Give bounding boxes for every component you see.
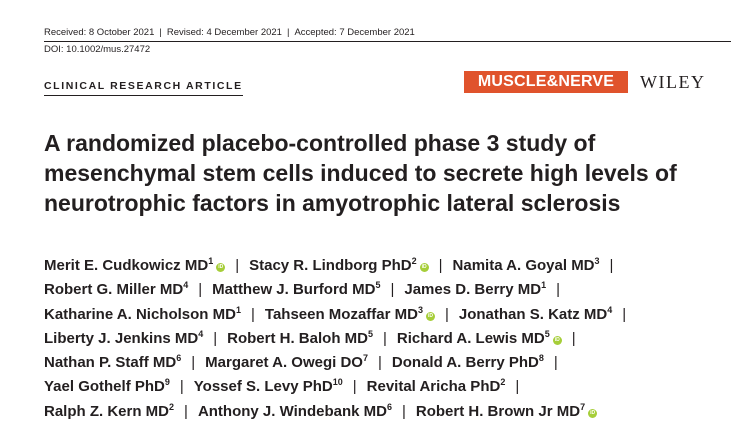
author-name-text: Yael Gothelf PhD	[44, 378, 165, 396]
article-type-label: CLINICAL RESEARCH ARTICLE	[44, 80, 243, 96]
author-name-text: Robert H. Baloh MD	[227, 329, 368, 347]
author-separator: |	[609, 257, 614, 274]
author-name[interactable]	[392, 354, 544, 371]
author-line	[44, 303, 724, 327]
author-name-text: Donald A. Berry PhD	[391, 354, 539, 372]
author-separator: |	[213, 329, 218, 347]
author-name-text: Margaret A. Owegi DO	[205, 354, 363, 372]
author-name[interactable]	[198, 403, 392, 420]
affiliation-superscript: 2	[500, 377, 506, 388]
author-name-text: Stacy R. Lindborg PhD	[249, 257, 412, 274]
received-date: Received: 8 October 2021	[44, 27, 155, 38]
author-name-text: Yossef S. Levy PhD	[193, 378, 333, 396]
author-separator: |	[179, 378, 184, 396]
author-separator: |	[622, 305, 627, 323]
publisher-logo: WILEY	[640, 72, 706, 92]
author-name-text: Robert G. Miller MD	[44, 281, 184, 299]
author-name-text: Tahseen Mozaffar MD	[264, 305, 418, 323]
author-line	[44, 375, 724, 399]
affiliation-superscript: 10	[332, 377, 343, 388]
author-name[interactable]	[459, 306, 612, 323]
affiliation-superscript: 6	[386, 401, 392, 412]
affiliation-superscript: 5	[367, 328, 373, 339]
author-name-text: Nathan P. Staff MD	[44, 354, 177, 372]
author-name[interactable]	[44, 257, 225, 274]
author-name-text: Liberty J. Jenkins MD	[44, 329, 199, 347]
author-separator: |	[390, 281, 395, 299]
author-name[interactable]	[227, 330, 373, 347]
orcid-icon[interactable]: iD	[427, 312, 433, 319]
journal-logo: MUSCLE&NERVE	[464, 71, 628, 93]
author-separator: |	[235, 257, 240, 274]
author-name[interactable]	[453, 257, 600, 274]
author-separator: |	[184, 402, 188, 420]
author-separator: |	[191, 354, 196, 372]
affiliation-superscript: 4	[198, 328, 204, 339]
affiliation-superscript: 1	[541, 280, 547, 291]
author-separator: |	[250, 305, 255, 323]
publication-dates	[44, 27, 415, 38]
affiliation-superscript: 5	[375, 280, 381, 291]
affiliation-superscript: 4	[183, 280, 189, 291]
author-name[interactable]	[44, 306, 241, 323]
affiliation-superscript: 2	[411, 256, 417, 266]
orcid-icon[interactable]: iD	[590, 409, 596, 416]
revised-date: Revised: 4 December 2021	[166, 27, 282, 38]
author-name-text: Matthew J. Burford MD	[212, 281, 376, 299]
author-name[interactable]	[44, 403, 174, 420]
author-separator: |	[571, 329, 576, 347]
author-separator: |	[553, 354, 558, 372]
orcid-icon[interactable]: iD	[218, 264, 224, 270]
author-name[interactable]	[212, 281, 380, 298]
affiliation-superscript: 7	[362, 353, 368, 364]
author-name[interactable]	[44, 378, 170, 395]
author-name-text: Merit E. Cudkowicz MD	[44, 257, 209, 274]
author-name-text: Anthony J. Windebank MD	[197, 402, 387, 420]
author-line	[44, 254, 724, 278]
author-separator: |	[401, 402, 406, 420]
author-name[interactable]	[44, 354, 181, 371]
author-name[interactable]	[367, 378, 506, 395]
author-line	[44, 327, 724, 351]
author-name[interactable]	[265, 306, 435, 323]
author-separator: |	[556, 281, 561, 299]
author-separator: |	[383, 329, 387, 347]
author-separator: |	[444, 305, 449, 323]
author-separator: |	[352, 378, 357, 396]
orcid-icon[interactable]: iD	[421, 264, 427, 270]
affiliation-superscript: 9	[164, 377, 170, 388]
author-name[interactable]	[404, 281, 546, 298]
author-separator: |	[198, 281, 203, 299]
affiliation-superscript: 2	[169, 401, 175, 412]
affiliation-superscript: 4	[607, 304, 613, 315]
date-separator: |	[159, 27, 162, 38]
author-name-text: Ralph Z. Kern MD	[44, 402, 170, 420]
author-list	[44, 254, 724, 424]
author-name[interactable]	[44, 330, 203, 347]
author-name-text: Jonathan S. Katz MD	[458, 305, 608, 323]
affiliation-superscript: 5	[544, 328, 550, 339]
author-name[interactable]	[249, 257, 429, 274]
affiliation-superscript: 7	[580, 401, 586, 412]
date-separator: |	[286, 27, 290, 38]
accepted-date: Accepted: 7 December 2021	[294, 27, 415, 38]
affiliation-superscript: 3	[594, 256, 600, 266]
author-name-text: Robert H. Brown Jr MD	[415, 402, 581, 420]
author-name-text: James D. Berry MD	[404, 281, 542, 299]
author-separator: |	[515, 378, 520, 396]
header-rule	[44, 41, 731, 42]
author-name-text: Richard A. Lewis MD	[396, 329, 545, 347]
author-name[interactable]	[416, 403, 597, 420]
author-name[interactable]	[44, 281, 188, 298]
author-name[interactable]	[194, 378, 343, 395]
author-name[interactable]	[397, 330, 562, 347]
affiliation-superscript: 6	[176, 353, 182, 364]
author-line	[44, 278, 724, 302]
orcid-icon[interactable]: iD	[554, 336, 560, 343]
affiliation-superscript: 1	[235, 304, 241, 315]
article-title: A randomized placebo-controlled phase 3 study of mesenchymal stem cells induced to secrete high levels of neurotrophic factors in amyotrophic lateral sclerosis	[44, 130, 677, 216]
author-line	[44, 400, 724, 424]
affiliation-superscript: 3	[417, 304, 423, 315]
author-name-text: Revital Aricha PhD	[366, 378, 501, 396]
affiliation-superscript: 8	[538, 353, 544, 364]
author-name-text: Katharine A. Nicholson MD	[44, 305, 236, 323]
author-name-text: Namita A. Goyal MD	[452, 257, 595, 274]
doi[interactable]: DOI: 10.1002/mus.27472	[44, 44, 151, 55]
affiliation-superscript: 1	[208, 256, 214, 266]
author-separator: |	[438, 257, 443, 274]
author-separator: |	[378, 354, 382, 372]
author-name[interactable]	[205, 354, 368, 371]
author-line	[44, 351, 724, 375]
